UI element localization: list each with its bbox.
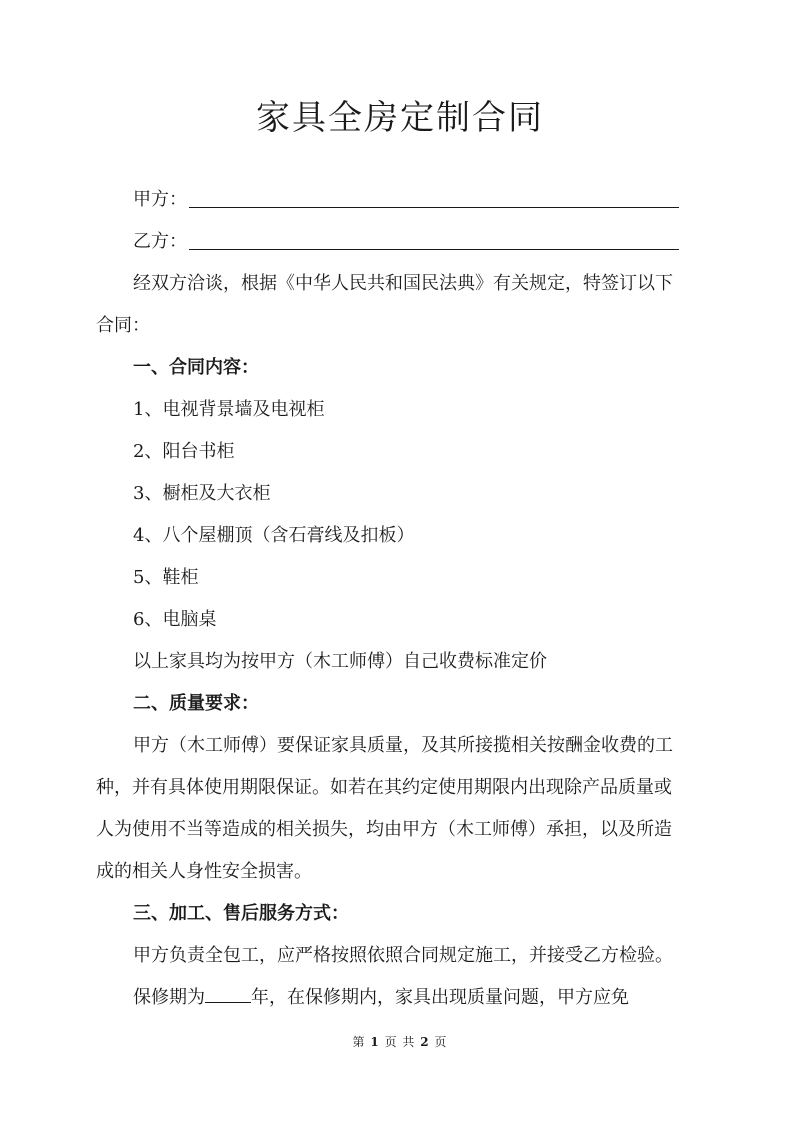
- footer-page-prefix: 第: [352, 1035, 366, 1049]
- section-3-heading: 三、加工、售后服务方式：: [133, 903, 349, 924]
- intro-paragraph-line-1: 经双方洽谈，根据《中华人民共和国民法典》有关规定，特签订以下: [133, 273, 673, 294]
- warranty-suffix: 年，在保修期内，家具出现质量问题，甲方应免: [251, 987, 629, 1008]
- warranty-years-blank: [205, 984, 251, 1003]
- party-a-blank-line: [189, 207, 679, 208]
- footer-current-page: 1: [370, 1035, 380, 1049]
- quality-paragraph-line-1: 甲方（木工师傅）要保证家具质量，及其所接揽相关按酬金收费的工: [133, 735, 673, 756]
- quality-paragraph-line-3: 人为使用不当等造成的相关损失，均由甲方（木工师傅）承担，以及所造: [96, 819, 672, 840]
- contract-item: 3、橱柜及大衣柜: [133, 483, 271, 504]
- quality-paragraph-line-4: 成的相关人身性安全损害。: [96, 861, 312, 882]
- section-1-heading: 一、合同内容：: [133, 357, 259, 378]
- contract-item: 5、鞋柜: [133, 567, 199, 588]
- footer-page-mid: 页 共: [384, 1035, 416, 1049]
- warranty-paragraph-line: [133, 984, 708, 1012]
- intro-paragraph-line-2: 合同：: [96, 315, 150, 336]
- quality-paragraph-line-2: 种，并有具体使用期限保证。如若在其约定使用期限内出现除产品质量或: [96, 777, 672, 798]
- document-title: 家具全房定制合同: [256, 98, 544, 138]
- service-paragraph-line-1: 甲方负责全包工，应严格按照依照合同规定施工，并接受乙方检验。: [133, 945, 673, 966]
- section-2-heading: 二、质量要求：: [133, 693, 259, 714]
- contract-item: 6、电脑桌: [133, 609, 217, 630]
- contract-item: 2、阳台书柜: [133, 441, 235, 462]
- contract-item: 1、电视背景墙及电视柜: [133, 399, 325, 420]
- footer-page-suffix: 页: [434, 1035, 448, 1049]
- pricing-note: 以上家具均为按甲方（木工师傅）自己收费标准定价: [133, 651, 547, 672]
- party-b-blank-line: [189, 249, 679, 250]
- warranty-prefix: 保修期为: [133, 987, 205, 1008]
- footer-total-pages: 2: [420, 1035, 430, 1049]
- party-a-label: 甲方：: [133, 189, 187, 210]
- page-footer: [0, 1034, 800, 1050]
- contract-item: 4、八个屋棚顶（含石膏线及扣板）: [133, 525, 415, 546]
- party-b-label: 乙方：: [133, 231, 187, 252]
